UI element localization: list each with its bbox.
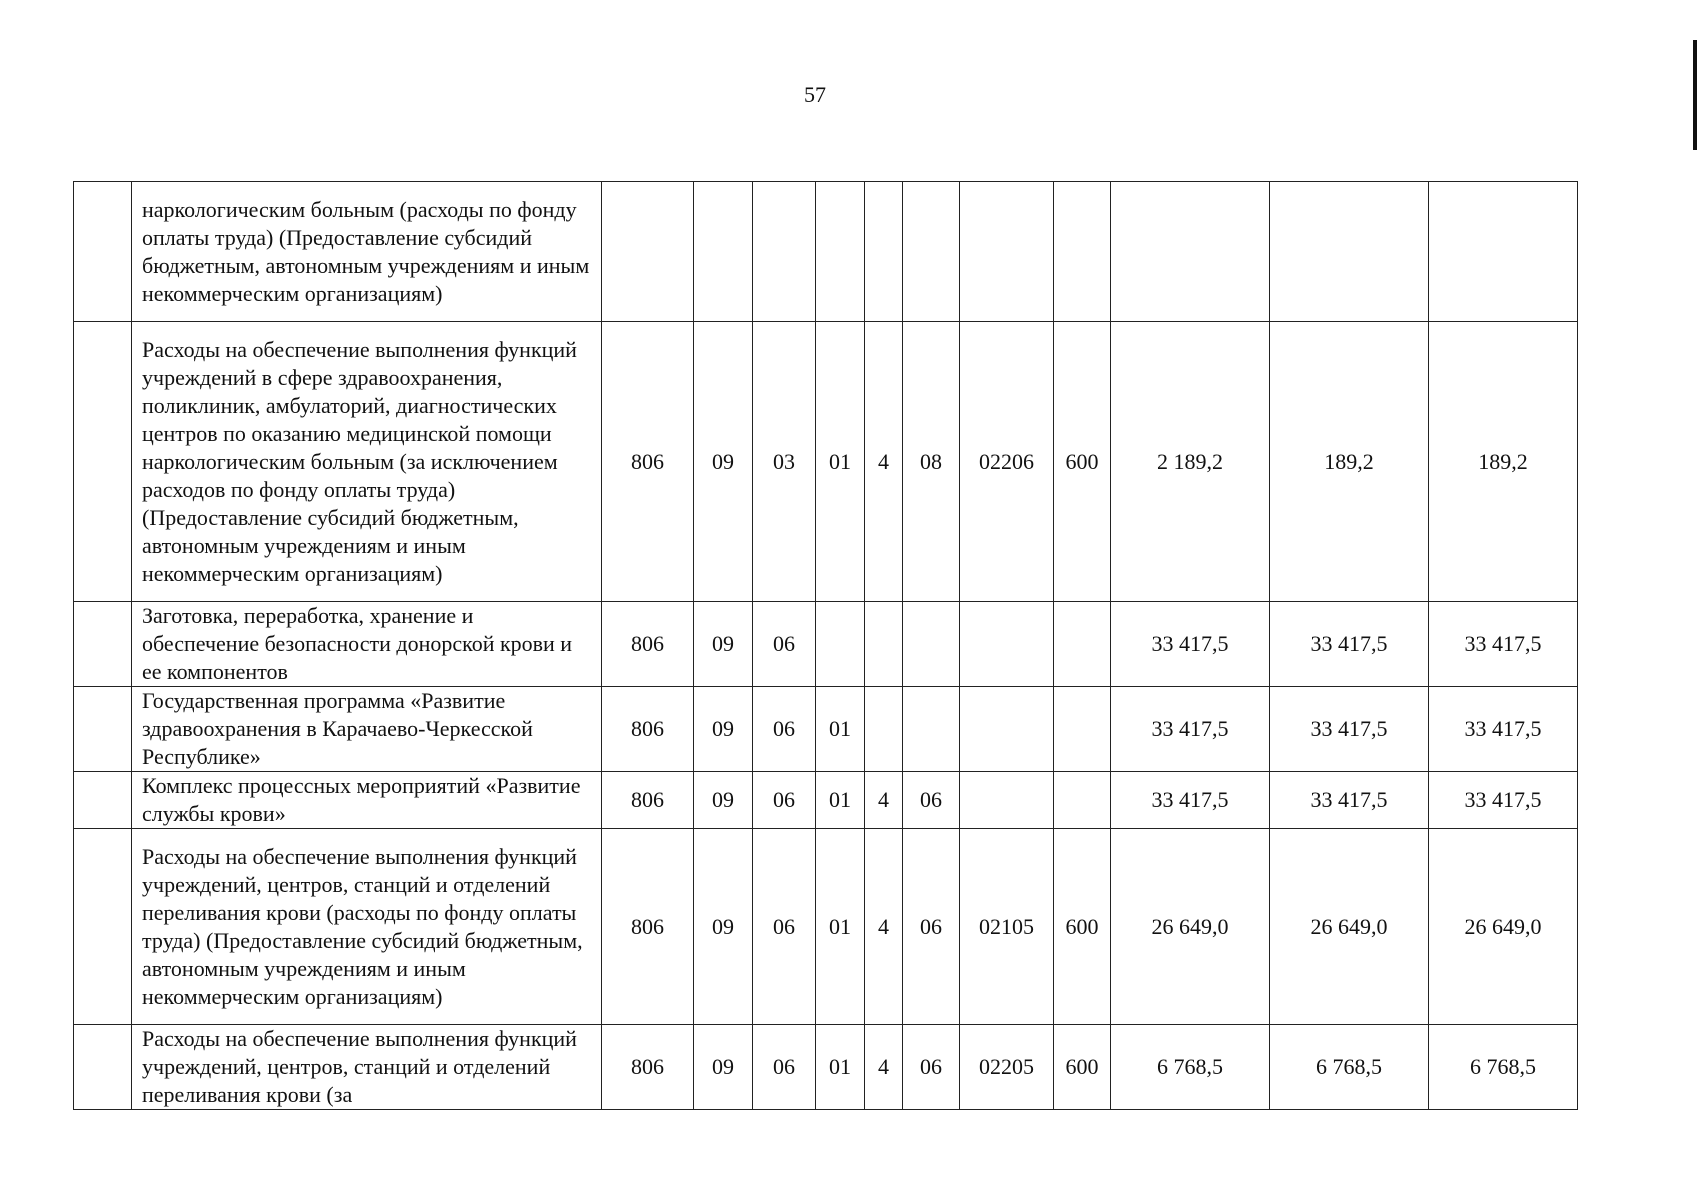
amount-year2-cell: 33 417,5 [1270,602,1429,687]
ministry-code-cell: 806 [602,772,694,829]
subprogram-code-cell: 06 [903,772,960,829]
type-code-cell [865,182,903,322]
amount-year1-cell: 33 417,5 [1111,602,1270,687]
expense-type-cell [1054,602,1111,687]
section-code-cell: 09 [694,1025,753,1110]
subprogram-code-cell: 06 [903,1025,960,1110]
table-row [74,182,1578,322]
ministry-code-cell: 806 [602,829,694,1025]
subprogram-code-cell [903,687,960,772]
description-cell: Расходы на обеспечение выполнения функций учреждений в сфере здравоохранения, поликлиник, амбулаторий, диагностических центров по оказанию медицинской помощи наркологическим больным (за исключением расходов по фонду оплаты труда) (Предоставление субсидий бюджетным, автономным учреждениям и иным некоммерческим организациям) [132,322,602,602]
program-code-cell [816,182,865,322]
subsection-code-cell: 06 [753,1025,816,1110]
direction-code-cell [960,687,1054,772]
ministry-code-cell: 806 [602,1025,694,1110]
direction-code-cell [960,772,1054,829]
program-code-cell: 01 [816,772,865,829]
expense-type-cell: 600 [1054,322,1111,602]
row-number-cell [74,322,132,602]
table-row [74,829,1578,1025]
amount-year2-cell: 26 649,0 [1270,829,1429,1025]
type-code-cell: 4 [865,829,903,1025]
subsection-code-cell: 06 [753,602,816,687]
description-cell: Государственная программа «Развитие здравоохранения в Карачаево-Черкесской Республике» [132,687,602,772]
direction-code-cell: 02205 [960,1025,1054,1110]
type-code-cell: 4 [865,322,903,602]
expense-type-cell: 600 [1054,1025,1111,1110]
table-row [74,772,1578,829]
section-code-cell: 09 [694,687,753,772]
subprogram-code-cell [903,182,960,322]
subprogram-code-cell: 06 [903,829,960,1025]
description-cell: Комплекс процессных мероприятий «Развитие службы крови» [132,772,602,829]
direction-code-cell: 02206 [960,322,1054,602]
ministry-code-cell: 806 [602,602,694,687]
subsection-code-cell: 06 [753,829,816,1025]
row-number-cell [74,602,132,687]
subsection-code-cell: 03 [753,322,816,602]
type-code-cell [865,602,903,687]
type-code-cell: 4 [865,1025,903,1110]
program-code-cell: 01 [816,1025,865,1110]
description-cell: Расходы на обеспечение выполнения функций учреждений, центров, станций и отделений переливания крови (за [132,1025,602,1110]
expense-type-cell: 600 [1054,829,1111,1025]
amount-year1-cell: 26 649,0 [1111,829,1270,1025]
page-number: 57 [804,82,826,107]
ministry-code-cell: 806 [602,687,694,772]
row-number-cell [74,687,132,772]
amount-year2-cell: 6 768,5 [1270,1025,1429,1110]
page-edge-mark [1693,40,1697,150]
amount-year1-cell: 2 189,2 [1111,322,1270,602]
subprogram-code-cell: 08 [903,322,960,602]
amount-year1-cell: 33 417,5 [1111,687,1270,772]
amount-year3-cell: 6 768,5 [1429,1025,1578,1110]
amount-year2-cell: 33 417,5 [1270,687,1429,772]
amount-year3-cell: 33 417,5 [1429,772,1578,829]
row-number-cell [74,1025,132,1110]
description-cell: Расходы на обеспечение выполнения функций учреждений, центров, станций и отделений переливания крови (расходы по фонду оплаты труда) (Предоставление субсидий бюджетным, автономным учреждениям и иным некоммерческим организациям) [132,829,602,1025]
description-cell: наркологическим больным (расходы по фонду оплаты труда) (Предоставление субсидий бюджетным, автономным учреждениям и иным некоммерческим организациям) [132,182,602,322]
subprogram-code-cell [903,602,960,687]
row-number-cell [74,829,132,1025]
amount-year2-cell: 33 417,5 [1270,772,1429,829]
section-code-cell: 09 [694,772,753,829]
table-row [74,687,1578,772]
expense-type-cell [1054,182,1111,322]
program-code-cell: 01 [816,829,865,1025]
table-row [74,1025,1578,1110]
subsection-code-cell: 06 [753,687,816,772]
table-row [74,602,1578,687]
ministry-code-cell: 806 [602,322,694,602]
expense-type-cell [1054,772,1111,829]
amount-year3-cell: 33 417,5 [1429,602,1578,687]
amount-year3-cell: 189,2 [1429,322,1578,602]
amount-year3-cell: 26 649,0 [1429,829,1578,1025]
row-number-cell [74,182,132,322]
amount-year1-cell: 6 768,5 [1111,1025,1270,1110]
section-code-cell: 09 [694,602,753,687]
amount-year1-cell: 33 417,5 [1111,772,1270,829]
expense-type-cell [1054,687,1111,772]
ministry-code-cell [602,182,694,322]
program-code-cell: 01 [816,322,865,602]
amount-year3-cell: 33 417,5 [1429,687,1578,772]
table-row [74,322,1578,602]
direction-code-cell: 02105 [960,829,1054,1025]
section-code-cell: 09 [694,322,753,602]
type-code-cell: 4 [865,772,903,829]
subsection-code-cell [753,182,816,322]
type-code-cell [865,687,903,772]
description-cell: Заготовка, переработка, хранение и обеспечение безопасности донорской крови и ее компонентов [132,602,602,687]
program-code-cell: 01 [816,687,865,772]
budget-table [73,181,1578,1110]
amount-year3-cell [1429,182,1578,322]
subsection-code-cell: 06 [753,772,816,829]
section-code-cell: 09 [694,829,753,1025]
direction-code-cell [960,602,1054,687]
direction-code-cell [960,182,1054,322]
amount-year2-cell: 189,2 [1270,322,1429,602]
row-number-cell [74,772,132,829]
program-code-cell [816,602,865,687]
amount-year1-cell [1111,182,1270,322]
section-code-cell [694,182,753,322]
amount-year2-cell [1270,182,1429,322]
